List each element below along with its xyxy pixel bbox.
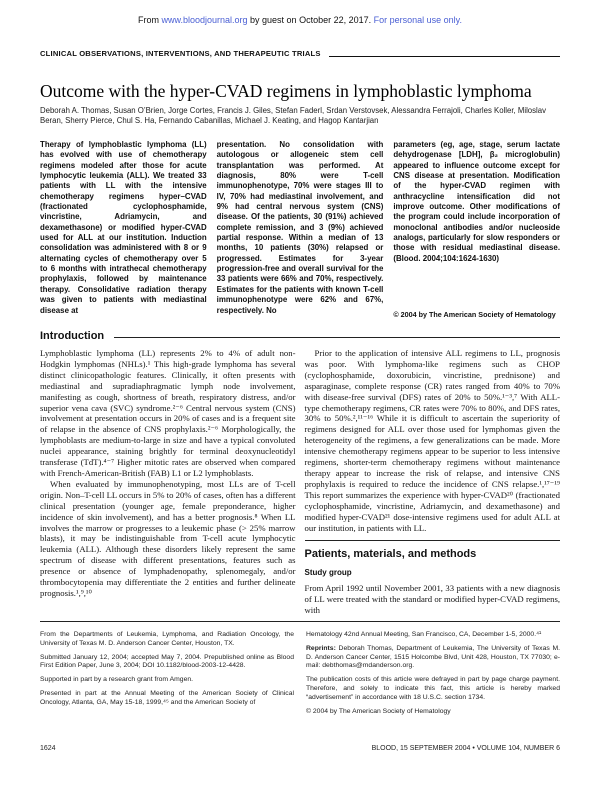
article-title: Outcome with the hyper-CVAD regimens in lymphoblastic lymphoma [40, 81, 532, 101]
footnotes-left-column [40, 631, 294, 721]
abstract-copyright: © 2004 by The American Society of Hematology [393, 309, 556, 319]
footnotes-right-column [306, 631, 560, 721]
footnotes [40, 621, 560, 721]
footnote-affiliation: From the Departments of Leukemia, Lymphoma, and Radiation Oncology, the University of Texas M. D. Anderson Cancer Center, Houston, TX. [40, 631, 294, 647]
abstract-column-1: Therapy of lymphoblastic lymphoma (LL) has evolved with use of chemotherapy regimens modeled after those for acute lymphocytic leukemia (ALL). We treated 33 patients with LL with the intensive chemotherapy regimens hyper–CVAD (fractionated cyclophosphamide, vincristine, Adriamycin, and dexamethasone) or modified hyper-CVAD used for ALL at our institution. Induction consolidation was administered with 8 or 9 alternating cycles of chemotherapy over 5 to 6 months with intrathecal chemotherapy prophylaxis, followed by maintenance therapy. Consolidative radiation therapy was given to patients with mediastinal disease at [40, 140, 207, 315]
intro-paragraph-2: When evaluated by immunophenotyping, most LLs are of T-cell origin. Non–T-cell LL occurs in 5% to 20% of cases, often has a different clinical presentation (younger age, female preponderance, higher incidence of skin involvement), and has a better prognosis.⁸ When LL involves the marrow or progresses to a leukemic phase (> 25% marrow blasts), it may be indistinguishable from T-cell acute lymphocytic leukemia (ALL). Although these disorders likely represent the same spectrum of disease with different presentations, features such as presence or absence of lymphadenopathy, splenomegaly, and/or thrombocytopenia may differentiate the 2 entities and further delineate prognosis.¹,⁹,¹⁰ [40, 478, 296, 598]
footnote-publication-costs: The publication costs of this article were defrayed in part by page charge payment. Therefore, and solely to indicate this fact, this article is hereby marked “advertisement” in accordance with 18 U.S.C. section 1734. [306, 676, 560, 701]
study-group-heading: Study group [304, 568, 352, 578]
personal-use-link[interactable]: For personal use only. [373, 15, 463, 25]
body-right-column [305, 348, 561, 619]
access-banner [0, 15, 600, 26]
authors-line: Deborah A. Thomas, Susan O’Brien, Jorge Cortes, Francis J. Giles, Stefan Faderl, Srdan Verstovsek, Alessandra Ferrajoli, Charles Koller, Miloslav Beran, Sherry Pierce, Chul S. Ha, Fernando Cabanillas, Michael J. Keating, and Hagop Kantarjian [40, 106, 547, 125]
methods-heading: Patients, materials, and methods [304, 548, 477, 561]
reprints-text: Deborah Thomas, Department of Leukemia, The University of Texas M. D. Anderson Cancer Center, 1515 Holcombe Blvd, Unit 428, Houston, TX 77030; e-mail: debthomas@mdanderson.org. [306, 644, 560, 670]
reprints-label: Reprints: [306, 644, 336, 652]
study-group-text: From April 1992 until November 2001, 33 patients with a new diagnosis of LL were treated with the standard or modified hyper-CVAD regimens, with [304, 583, 560, 616]
abstract-column-2: presentation. No consolidation with autologous or allogeneic stem cell transplantation was performed. At diagnosis, 80% were T-cell immunophenotype, 70% were stages III to IV, 70% had mediastinal involvement, and 9% had central nervous system (CNS) disease. Of the patients, 30 (91%) achieved complete remission, and 3 (9%) achieved partial response. Within a median of 13 months, 10 patients (30%) relapsed or progressed. Estimates for 3-year progression-free and overall survival for the 33 patients were 66% and 70%, respectively. Estimates for the patients with known T-cell immunophenotype were 62% and 67%, respectively. No [216, 140, 384, 315]
access-banner-middle: by guest on October 22, 2017. [247, 15, 374, 25]
footnote-copyright: © 2004 by The American Society of Hematology [306, 707, 451, 715]
access-banner-prefix: From [137, 15, 162, 25]
introduction-heading-row [40, 330, 560, 342]
methods-section-rule [305, 540, 561, 541]
intro-paragraph-1: Lymphoblastic lymphoma (LL) represents 2% to 4% of adult non-Hodgkin lymphomas (NHLs).¹ This high-grade lymphoma has several distinct clinicopathologic features. Clinically, it often presents with mediastinal and supradiaphragmatic lymph node involvement, manifesting as cough, shortness of breath, respiratory distress, and/or superior vena cava (SVC) syndrome.²⁻⁶ Central nervous system (CNS) involvement at presentation occurs in 20% of cases and is a frequent site of relapse in the absence of CNS prophylaxis.²⁻⁶ Morphologically, the lymphoblasts are medium-to-large in size and have a typical convoluted nuclei appearance, staining brightly for terminal deoxynucleotidyl transferase (TdT).⁴⁻⁷ Higher mitotic rates are observed when compared with French-American-British (FAB) L1 or L2 lymphoblasts. [40, 348, 296, 478]
section-rule [329, 56, 560, 57]
introduction-heading: Introduction [40, 330, 105, 342]
bloodjournal-link[interactable]: www.bloodjournal.org [161, 15, 248, 25]
section-label: CLINICAL OBSERVATIONS, INTERVENTIONS, AND THERAPEUTIC TRIALS [40, 49, 321, 58]
section-header-row [40, 49, 560, 59]
intro-paragraph-3: Prior to the application of intensive ALL regimens to LL, prognosis was poor. With lymphoma-like regimens such as CHOP (cyclophosphamide, doxorubicin, vincristine, prednisone) and asparaginase, complete response (CR) rates ranged from 40% to 70% with disease-free survival (DFS) rates of 20% to 50%.¹⁻³,⁷ With ALL-type chemotherapy regimens, CR rates were 70% to 80%, and DFS rates, 30% to 50%.²,¹¹⁻¹⁶ While it is difficult to ascertain the superiority of regimens designed for ALL over those used for lymphomas given the heterogeneity of the regimens, a few generalizations can be made. More intensive chemotherapy regimens appear to be superior to less intensive regimens, shorter-term chemotherapy regimens without maintenance therapy appear to increase the risk of relapse, and intensive CNS prophylaxis is required to reduce the incidence of CNS relapse.¹,¹⁷⁻¹⁹ This report summarizes the experience with hyper-CVAD²⁰ (fractionated cyclophosphamide, vincristine, Adriamycin, and dexamethasone) and modified hyper-CVAD²¹ dose-intensive regimens used for adult ALL at our institution, in patients with LL. [304, 348, 560, 533]
introduction-rule [114, 337, 560, 338]
abstract-column-3-text: parameters (eg, age, stage, serum lactate dehydrogenase [LDH], β₂ microglobulin) appeared to influence outcome except for CNS disease at presentation. Modification of the hyper-CVAD regimen with anthracycline intensification did not improve outcome. Other modifications of the program could include incorporation of monoclonal antibodies and/or nucleoside analogs, particularly for slow responders or those with residual mediastinal disease. (Blood. 2004;104:1624-1630) [393, 140, 561, 263]
footnote-presented-continuation: Hematology 42nd Annual Meeting, San Francisco, CA, December 1-5, 2000.⁴¹ [306, 631, 542, 638]
page-footer [40, 745, 560, 752]
abstract [40, 140, 560, 320]
page-number: 1624 [40, 745, 56, 752]
footnote-presented: Presented in part at the Annual Meeting of the American Society of Clinical Oncology, Atlanta, GA, May 15-18, 1999,⁴⁵ and the American Society of [40, 689, 294, 706]
footnote-submission: Submitted January 12, 2004; accepted May 7, 2004. Prepublished online as Blood First Edition Paper, June 3, 2004; DOI 10.1182/blood-2003-12-4428. [40, 653, 294, 670]
abstract-column-3 [393, 140, 560, 320]
footnote-reprints [306, 645, 560, 671]
journal-citation: BLOOD, 15 SEPTEMBER 2004 • VOLUME 104, NUMBER 6 [371, 745, 560, 752]
body-left-column [40, 348, 296, 619]
footnote-support: Supported in part by a research grant from Amgen. [40, 676, 194, 684]
body-columns [40, 348, 560, 619]
